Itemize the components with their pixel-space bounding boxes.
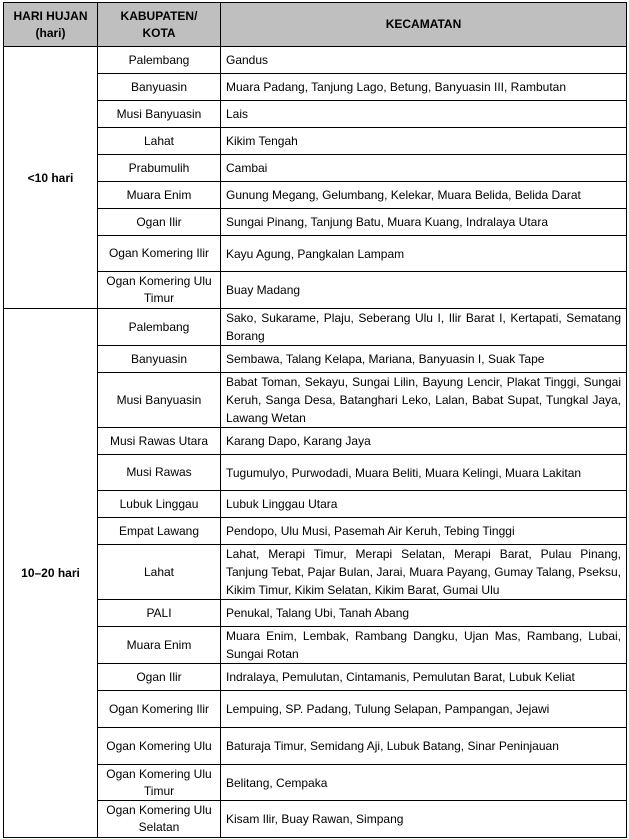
kecamatan-cell: Sungai Pinang, Tanjung Batu, Muara Kuang, Indralaya Utara [221, 209, 627, 236]
kabupaten-cell: Palembang [98, 47, 221, 74]
kabupaten-cell: Musi Rawas Utara [98, 428, 221, 455]
kecamatan-cell: Tugumulyo, Purwodadi, Muara Beliti, Muara Kelingi, Muara Lakitan [221, 455, 627, 491]
table-row [4, 518, 627, 545]
kabupaten-cell: Muara Enim [98, 182, 221, 209]
table-row [4, 691, 627, 728]
table-row [4, 47, 627, 74]
kabupaten-cell: Ogan Komering Ulu [98, 728, 221, 765]
table-body [4, 47, 627, 838]
kabupaten-cell: Ogan Komering Ilir [98, 236, 221, 272]
kabupaten-cell: Empat Lawang [98, 518, 221, 545]
kabupaten-cell: Lahat [98, 128, 221, 155]
kecamatan-cell: Lahat, Merapi Timur, Merapi Selatan, Merapi Barat, Pulau Pinang, Tanjung Tebat, Pajar Bulan, Jarai, Muara Payang, Gumay Talang, Pseksu, Kikim Timur, Kikim Selatan, Kikim Barat, Gumai Ulu [221, 545, 627, 600]
kabupaten-cell: Ogan Komering Ilir [98, 691, 221, 728]
table-row [4, 728, 627, 765]
kabupaten-cell: Musi Rawas [98, 455, 221, 491]
kecamatan-cell: Muara Enim, Lembak, Rambang Dangku, Ujan Mas, Rambang, Lubai, Sungai Rotan [221, 627, 627, 664]
header-kecamatan: KECAMATAN [221, 3, 627, 47]
kabupaten-cell: Ogan Komering Ulu Timur [98, 765, 221, 801]
kabupaten-cell: Banyuasin [98, 74, 221, 101]
table-row [4, 309, 627, 346]
kecamatan-cell: Sembawa, Talang Kelapa, Mariana, Banyuasin I, Suak Tape [221, 346, 627, 373]
kabupaten-cell: Prabumulih [98, 155, 221, 182]
table-row [4, 491, 627, 518]
kabupaten-cell: Ogan Ilir [98, 664, 221, 691]
kecamatan-cell: Lubuk Linggau Utara [221, 491, 627, 518]
table-row [4, 128, 627, 155]
kabupaten-cell: PALI [98, 600, 221, 627]
kecamatan-cell: Muara Padang, Tanjung Lago, Betung, Banyuasin III, Rambutan [221, 74, 627, 101]
kecamatan-cell: Pendopo, Ulu Musi, Pasemah Air Keruh, Tebing Tinggi [221, 518, 627, 545]
kabupaten-cell: Musi Banyuasin [98, 101, 221, 128]
kecamatan-cell: Belitang, Cempaka [221, 765, 627, 801]
kabupaten-cell: Lubuk Linggau [98, 491, 221, 518]
table-row [4, 346, 627, 373]
table-row [4, 545, 627, 600]
header-row [4, 3, 627, 47]
table-row [4, 236, 627, 272]
kecamatan-cell: Lais [221, 101, 627, 128]
kabupaten-cell: Ogan Komering Ulu Timur [98, 272, 221, 309]
table-row [4, 455, 627, 491]
table-row [4, 74, 627, 101]
kecamatan-cell: Baturaja Timur, Semidang Aji, Lubuk Batang, Sinar Peninjauan [221, 728, 627, 765]
kecamatan-cell: Gandus [221, 47, 627, 74]
table-row [4, 182, 627, 209]
header-hari-hujan: HARI HUJAN (hari) [4, 3, 98, 47]
table-row [4, 155, 627, 182]
kecamatan-cell: Indralaya, Pemulutan, Cintamanis, Pemulutan Barat, Lubuk Keliat [221, 664, 627, 691]
kecamatan-cell: Buay Madang [221, 272, 627, 309]
kecamatan-cell: Babat Toman, Sekayu, Sungai Lilin, Bayung Lencir, Plakat Tinggi, Sungai Keruh, Sanga Desa, Batanghari Leko, Lalan, Babat Supat, Tungkal Jaya, Lawang Wetan [221, 373, 627, 428]
rain-days-group-label: 10–20 hari [4, 309, 98, 838]
kabupaten-cell: Musi Banyuasin [98, 373, 221, 428]
table-row [4, 272, 627, 309]
kecamatan-cell: Karang Dapo, Karang Jaya [221, 428, 627, 455]
table-row [4, 801, 627, 838]
rainfall-district-table [3, 2, 627, 838]
kecamatan-cell: Kisam Ilir, Buay Rawan, Simpang [221, 801, 627, 838]
table-row [4, 428, 627, 455]
kabupaten-cell: Ogan Ilir [98, 209, 221, 236]
kecamatan-cell: Gunung Megang, Gelumbang, Kelekar, Muara Belida, Belida Darat [221, 182, 627, 209]
kecamatan-cell: Kikim Tengah [221, 128, 627, 155]
table-row [4, 627, 627, 664]
table-row [4, 209, 627, 236]
header-kabupaten-kota: KABUPATEN/ KOTA [98, 3, 221, 47]
table-row [4, 101, 627, 128]
kabupaten-cell: Palembang [98, 309, 221, 346]
kabupaten-cell: Banyuasin [98, 346, 221, 373]
kabupaten-cell: Muara Enim [98, 627, 221, 664]
table-row [4, 664, 627, 691]
table-row [4, 373, 627, 428]
table-row [4, 765, 627, 801]
kecamatan-cell: Lempuing, SP. Padang, Tulung Selapan, Pampangan, Jejawi [221, 691, 627, 728]
kabupaten-cell: Lahat [98, 545, 221, 600]
rain-days-group-label: <10 hari [4, 47, 98, 309]
kecamatan-cell: Penukal, Talang Ubi, Tanah Abang [221, 600, 627, 627]
kabupaten-cell: Ogan Komering Ulu Selatan [98, 801, 221, 838]
kecamatan-cell: Sako, Sukarame, Plaju, Seberang Ulu I, Ilir Barat I, Kertapati, Sematang Borang [221, 309, 627, 346]
table-row [4, 600, 627, 627]
kecamatan-cell: Kayu Agung, Pangkalan Lampam [221, 236, 627, 272]
kecamatan-cell: Cambai [221, 155, 627, 182]
